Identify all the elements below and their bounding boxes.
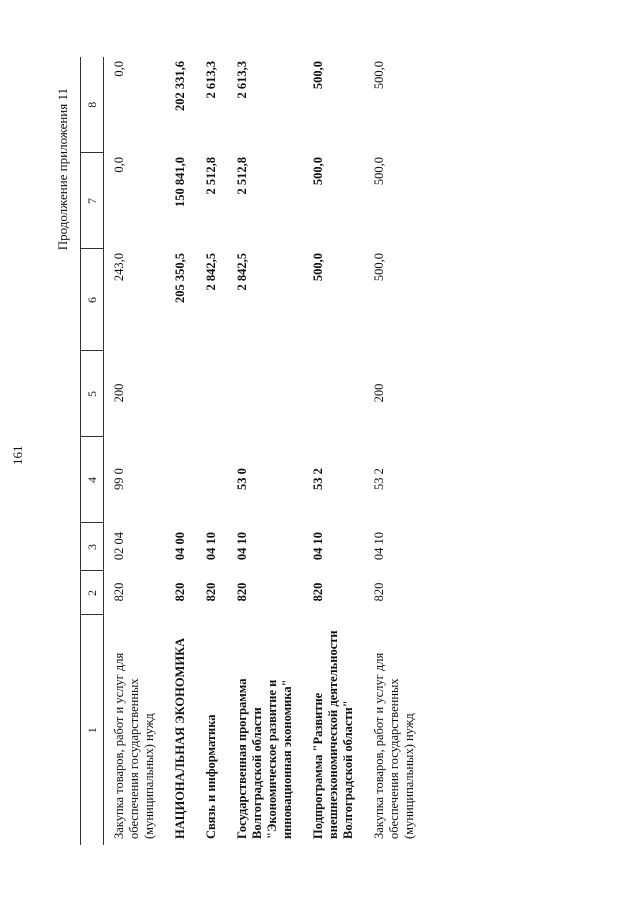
row-admin-code: 820: [204, 582, 218, 602]
row-name: Закупка товаров, работ и услуг для обеспечения государственных (муниципальных) нужд: [112, 652, 156, 839]
row-target-code: 53 2: [311, 468, 325, 490]
row-expense-type: [196, 351, 227, 437]
row-amount-col6: 2 842,5: [235, 253, 249, 291]
row-section-code: 04 10: [204, 531, 218, 561]
row-target-code: 53 0: [235, 468, 249, 490]
row-amount-col8: 202 331,6: [173, 61, 187, 111]
row-amount-col7: 2 512,8: [235, 157, 249, 195]
row-section-code: 04 10: [372, 531, 386, 561]
row-admin-code: 820: [112, 582, 126, 602]
row-amount-col8: 0,0: [112, 61, 126, 77]
row-section-code: 02 04: [112, 531, 126, 561]
column-header: 3: [81, 523, 104, 571]
row-amount-col6: 500,0: [372, 253, 386, 282]
column-header: 7: [81, 153, 104, 249]
table-row: [303, 57, 364, 845]
row-amount-col8: 2 613,3: [235, 61, 249, 99]
row-amount-col6: 205 350,5: [173, 253, 187, 303]
row-section-code: 04 00: [173, 531, 187, 561]
row-amount-col7: 2 512,8: [204, 157, 218, 195]
row-amount-col7: 500,0: [372, 157, 386, 186]
column-header: 1: [81, 615, 104, 845]
row-name: НАЦИОНАЛЬНАЯ ЭКОНОМИКА: [173, 637, 187, 839]
appendix-note: Продолжение приложения 11: [55, 88, 70, 251]
row-admin-code: 820: [173, 582, 187, 602]
table-row: [104, 57, 166, 845]
row-section-code: 04 10: [235, 531, 249, 561]
row-expense-type: [227, 351, 303, 437]
row-target-code: 99 0: [112, 468, 126, 490]
row-name: Подпрограмма "Развитие внешнеэкономической деятельности Волгоградской области": [311, 630, 355, 839]
row-amount-col7: 500,0: [311, 157, 325, 186]
row-amount-col8: 500,0: [311, 61, 325, 90]
row-target-code: [165, 437, 196, 523]
column-header: 8: [81, 57, 104, 153]
row-name: Закупка товаров, работ и услуг для обеспечения государственных (муниципальных) нужд: [372, 652, 416, 839]
row-amount-col6: 500,0: [311, 253, 325, 282]
row-amount-col6: 2 842,5: [204, 253, 218, 291]
row-expense-type: 200: [112, 383, 126, 403]
page-number: 161: [10, 445, 25, 465]
row-amount-col8: 500,0: [372, 61, 386, 90]
table-row: [364, 57, 425, 845]
table-row: [196, 57, 227, 845]
header-row: [81, 57, 104, 845]
row-expense-type: [303, 351, 364, 437]
column-header: 2: [81, 571, 104, 615]
row-amount-col6: 243,0: [112, 253, 126, 282]
row-expense-type: [165, 351, 196, 437]
row-amount-col7: 150 841,0: [173, 157, 187, 207]
row-target-code: 53 2: [372, 468, 386, 490]
row-admin-code: 820: [372, 582, 386, 602]
column-header: 6: [81, 249, 104, 351]
row-name: Связь и информатика: [204, 714, 218, 839]
row-amount-col7: 0,0: [112, 157, 126, 173]
table-row: [165, 57, 196, 845]
row-amount-col8: 2 613,3: [204, 61, 218, 99]
column-header: 4: [81, 437, 104, 523]
budget-table: [80, 57, 425, 845]
row-name: Государственная программа Волгоградской области "Экономическое развитие и инновационная экономика": [235, 678, 294, 839]
row-admin-code: 820: [311, 582, 325, 602]
row-expense-type: 200: [372, 383, 386, 403]
row-admin-code: 820: [235, 582, 249, 602]
column-header: 5: [81, 351, 104, 437]
table-row: [227, 57, 303, 845]
row-section-code: 04 10: [311, 531, 325, 561]
row-target-code: [196, 437, 227, 523]
